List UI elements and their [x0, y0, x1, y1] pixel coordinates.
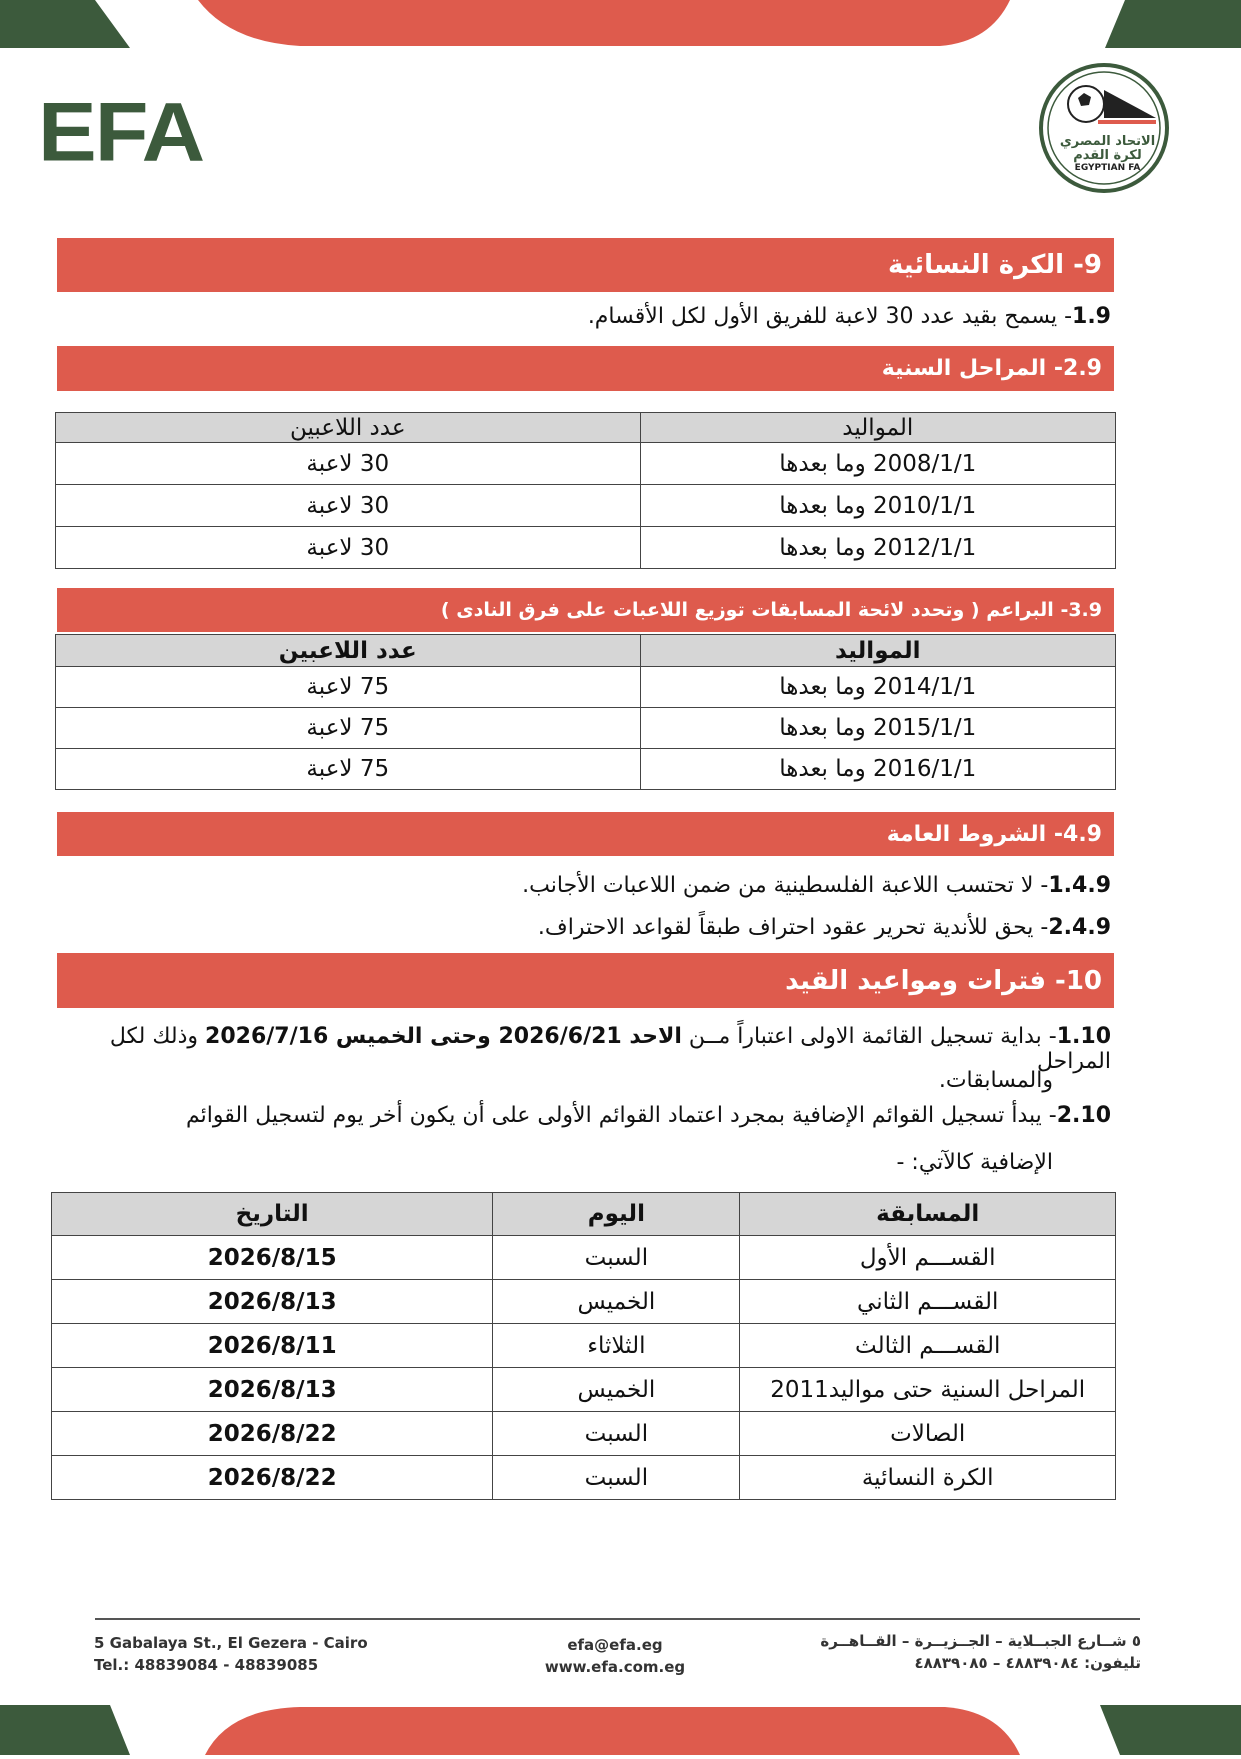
crest-text-ar-1: الاتحاد المصري: [1059, 134, 1156, 149]
bottom-decor-shapes: [0, 1703, 1241, 1755]
cell-day: الثلاثاء: [493, 1324, 740, 1368]
buds-table: [55, 634, 1116, 790]
bottom-decor: [0, 1703, 1241, 1755]
section-9-title: 9- الكرة النسائية: [888, 250, 1102, 280]
paragraph-2-10-text: - يبدأ تسجيل القوائم الإضافية بمجرد اعتماد القوائم الأولى على أن يكون أخر يوم لتسجيل القوائم: [186, 1103, 1057, 1128]
paragraph-2-10: [81, 1103, 1111, 1128]
table-header-row: [56, 635, 1116, 667]
table-row: [52, 1368, 1116, 1412]
section-10-header: [57, 953, 1114, 1008]
cell-day: الخميس: [493, 1280, 740, 1324]
col-header-count: عدد اللاعبين: [56, 413, 641, 443]
age-stages-table: [55, 412, 1116, 569]
cell-day: السبت: [493, 1236, 740, 1280]
footer-tel-ar: تليفون: ٤٨٨٣٩٠٨٤ – ٤٨٨٣٩٠٨٥: [914, 1654, 1141, 1672]
col-header-date: التاريخ: [52, 1193, 493, 1236]
section-2-9-header: [57, 346, 1114, 391]
cell-count: 30 لاعبة: [56, 443, 641, 485]
top-decor-shapes: [0, 0, 1241, 50]
section-2-9-title: 2.9- المراحل السنية: [881, 356, 1102, 381]
cell-day: السبت: [493, 1456, 740, 1500]
cell-birth: 2012/1/1 وما بعدها: [640, 527, 1115, 569]
paragraph-1-10-text1: - بداية تسجيل القائمة الاولى اعتباراً مــن: [681, 1024, 1057, 1049]
cell-count: 75 لاعبة: [56, 749, 641, 790]
footer-address-en: [94, 1634, 368, 1674]
paragraph-1-10-num: 1.10: [1056, 1024, 1111, 1049]
footer-address-ar: [820, 1632, 1141, 1672]
section-9-header: [57, 238, 1114, 292]
cell-date: 2026/8/13: [52, 1280, 493, 1324]
cell-date: 2026/8/11: [52, 1324, 493, 1368]
crest-text: [1050, 135, 1165, 173]
cell-birth: 2015/1/1 وما بعدها: [640, 708, 1115, 749]
section-3-9-title: 3.9- البراعم ( وتحدد لائحة المسابقات توزيع اللاعبات على فرق النادى ): [440, 599, 1102, 621]
table-row: [56, 667, 1116, 708]
table-row: [56, 708, 1116, 749]
cell-competition: القســـم الثاني: [740, 1280, 1116, 1324]
egyptian-fa-crest: [1038, 62, 1170, 194]
footer-website[interactable]: www.efa.com.eg: [544, 1658, 686, 1676]
paragraph-2-10-line2-text: الإضافية كالآتي: -: [896, 1150, 1053, 1175]
cell-birth: 2016/1/1 وما بعدها: [640, 749, 1115, 790]
paragraph-2-10-line2: [896, 1150, 1053, 1175]
paragraph-1-10: [81, 1024, 1111, 1074]
cell-day: السبت: [493, 1412, 740, 1456]
crest-graphic: [1038, 62, 1170, 194]
paragraph-1-9: [588, 304, 1111, 329]
paragraph-2-4-9-text: - يحق للأندية تحرير عقود احتراف طبقاً لقواعد الاحتراف.: [537, 915, 1049, 940]
table-header-row: [56, 413, 1116, 443]
paragraph-1-4-9: [522, 873, 1111, 898]
cell-date: 2026/8/13: [52, 1368, 493, 1412]
cell-competition: القســـم الأول: [740, 1236, 1116, 1280]
col-header-birth: المواليد: [640, 635, 1115, 667]
efa-logo: EFA: [38, 84, 204, 179]
crest-text-en: EGYPTIAN FA: [1074, 163, 1141, 173]
cell-competition: القســـم الثالث: [740, 1324, 1116, 1368]
section-4-9-header: [57, 812, 1114, 856]
footer-tel-en: Tel.: 48839084 - 48839085: [94, 1656, 319, 1674]
table-row: [52, 1236, 1116, 1280]
table-row: [56, 749, 1116, 790]
paragraph-2-10-num: 2.10: [1056, 1103, 1111, 1128]
cell-competition: الصالات: [740, 1412, 1116, 1456]
cell-date: 2026/8/22: [52, 1456, 493, 1500]
paragraph-1-10-line2-text: والمسابقات.: [938, 1068, 1053, 1093]
cell-birth: 2008/1/1 وما بعدها: [640, 443, 1115, 485]
footer-divider: [95, 1618, 1140, 1620]
table-row: [52, 1412, 1116, 1456]
paragraph-1-4-9-text: - لا تحتسب اللاعبة الفلسطينية من ضمن اللاعبات الأجانب.: [522, 873, 1049, 898]
table-row: [56, 527, 1116, 569]
col-header-count: عدد اللاعبين: [56, 635, 641, 667]
footer-contact: [520, 1636, 710, 1676]
cell-day: الخميس: [493, 1368, 740, 1412]
section-10-title: 10- فترات ومواعيد القيد: [785, 965, 1102, 996]
col-header-competition: المسابقة: [740, 1193, 1116, 1236]
footer-address-en-line: 5 Gabalaya St., El Gezera - Cairo: [94, 1634, 368, 1652]
table-row: [52, 1324, 1116, 1368]
paragraph-1-10-dates: الاحد 2026/6/21 وحتى الخميس 2026/7/16: [205, 1024, 682, 1049]
table-row: [56, 443, 1116, 485]
cell-count: 30 لاعبة: [56, 485, 641, 527]
table-row: [52, 1280, 1116, 1324]
table-header-row: [52, 1193, 1116, 1236]
cell-date: 2026/8/22: [52, 1412, 493, 1456]
paragraph-2-4-9: [538, 915, 1111, 940]
cell-count: 75 لاعبة: [56, 708, 641, 749]
col-header-birth: المواليد: [640, 413, 1115, 443]
footer-address-ar-line: ٥ شــارع الجبــلاية – الجــزيــرة – القــاهــرة: [820, 1632, 1141, 1650]
cell-birth: 2010/1/1 وما بعدها: [640, 485, 1115, 527]
footer-email[interactable]: efa@efa.eg: [567, 1636, 663, 1654]
paragraph-1-9-num: 1.9: [1072, 304, 1111, 329]
top-decor: [0, 0, 1241, 50]
paragraph-1-10-text2: وذلك لكل المراحل: [109, 1024, 1111, 1074]
paragraph-2-4-9-num: 2.4.9: [1048, 915, 1111, 940]
table-row: [56, 485, 1116, 527]
section-3-9-header: [57, 588, 1114, 632]
cell-count: 75 لاعبة: [56, 667, 641, 708]
col-header-day: اليوم: [493, 1193, 740, 1236]
cell-count: 30 لاعبة: [56, 527, 641, 569]
section-4-9-title: 4.9- الشروط العامة: [886, 821, 1102, 847]
cell-date: 2026/8/15: [52, 1236, 493, 1280]
cell-competition: المراحل السنية حتى مواليد2011: [740, 1368, 1116, 1412]
paragraph-1-4-9-num: 1.4.9: [1048, 873, 1111, 898]
crest-text-ar-2: لكرة القدم: [1073, 148, 1142, 163]
table-row: [52, 1456, 1116, 1500]
paragraph-1-10-line2: [939, 1068, 1053, 1093]
paragraph-1-9-text: - يسمح بقيد عدد 30 لاعبة للفريق الأول لكل الأقسام.: [587, 304, 1073, 329]
schedule-table: [51, 1192, 1116, 1500]
cell-competition: الكرة النسائية: [740, 1456, 1116, 1500]
cell-birth: 2014/1/1 وما بعدها: [640, 667, 1115, 708]
